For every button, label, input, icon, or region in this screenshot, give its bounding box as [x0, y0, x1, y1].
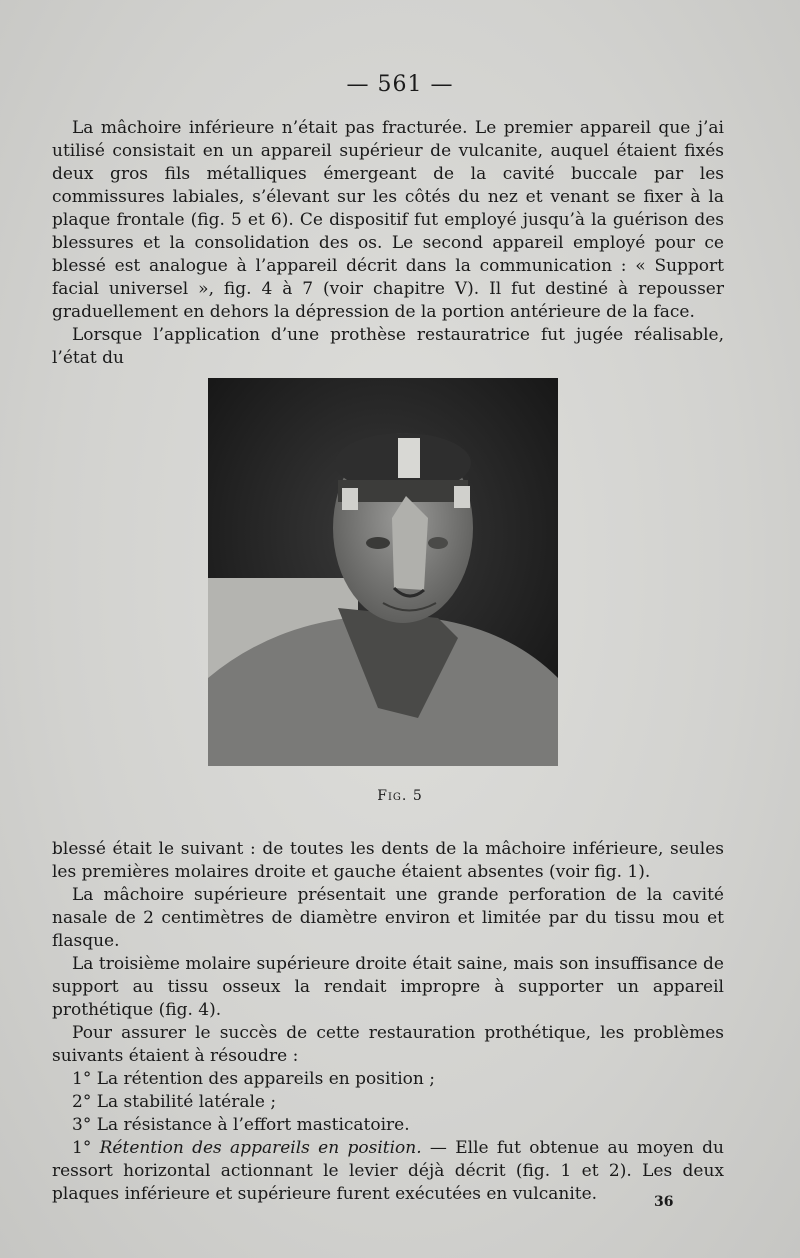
paragraph: La mâchoire supérieure présentait une grande perforation de la cavité nasale de 2 centimètres de diamètre environ et limitée par du tissu mou et flasque.	[52, 885, 724, 951]
signature-mark: 36	[654, 1194, 674, 1210]
text-block-bottom	[52, 838, 724, 1206]
list-item: 3° La résistance à l’effort masticatoire.	[72, 1115, 410, 1135]
photo-patient-face-apparatus	[208, 378, 558, 766]
paragraph: La troisième molaire supérieure droite était saine, mais son insuffisance de support au tissu osseux la rendait impropre à supporter un appareil prothétique (fig. 4).	[52, 954, 724, 1020]
list-item: 2° La stabilité latérale ;	[72, 1092, 277, 1112]
paragraph: La mâchoire inférieure n’était pas fracturée. Le premier appareil que j’ai utilisé consistait en un appareil supérieur de vulcanite, auquel étaient fixés deux gros fils métalliques émergeant de la cavité buccale par les commissures labiales, s’élevant sur les côtés du nez et venant se fixer à la plaque frontale (fig. 5 et 6). Ce dispositif fut employé jusqu’à la guérison des blessures et la consolidation des os. Le second appareil employé pour ce blessé est analogue à l’appareil décrit dans la communication : « Support facial universel », fig. 4 à 7 (voir chapitre V). Il fut destiné à repousser graduellement en dehors la dépression de la portion antérieure de la face.	[52, 118, 724, 322]
paragraph-text: — Elle fut obtenue au moyen du ressort horizontal actionnant le levier déjà décrit (fig. 1 et 2). Les deux plaques inférieure et supérieure furent exécutées en vulcanite.	[52, 1138, 724, 1204]
italic-heading: Rétention des appareils en position.	[99, 1138, 422, 1158]
text-block-top	[52, 117, 724, 370]
list-number: 1°	[72, 1138, 100, 1158]
list-item: 1° La rétention des appareils en position ;	[72, 1069, 436, 1089]
paragraph: Pour assurer le succès de cette restauration prothétique, les problèmes suivants étaient à résoudre :	[52, 1023, 724, 1066]
figure-caption: Fig. 5	[377, 788, 423, 804]
figure-photograph	[208, 378, 558, 766]
paragraph: Lorsque l’application d’une prothèse restauratrice fut jugée réalisable, l’état du	[52, 325, 724, 368]
page-number: — 561 —	[346, 72, 454, 97]
paragraph-final	[52, 1137, 724, 1206]
paragraph: blessé était le suivant : de toutes les dents de la mâchoire inférieure, seules les premières molaires droite et gauche étaient absentes (voir fig. 1).	[52, 839, 724, 882]
